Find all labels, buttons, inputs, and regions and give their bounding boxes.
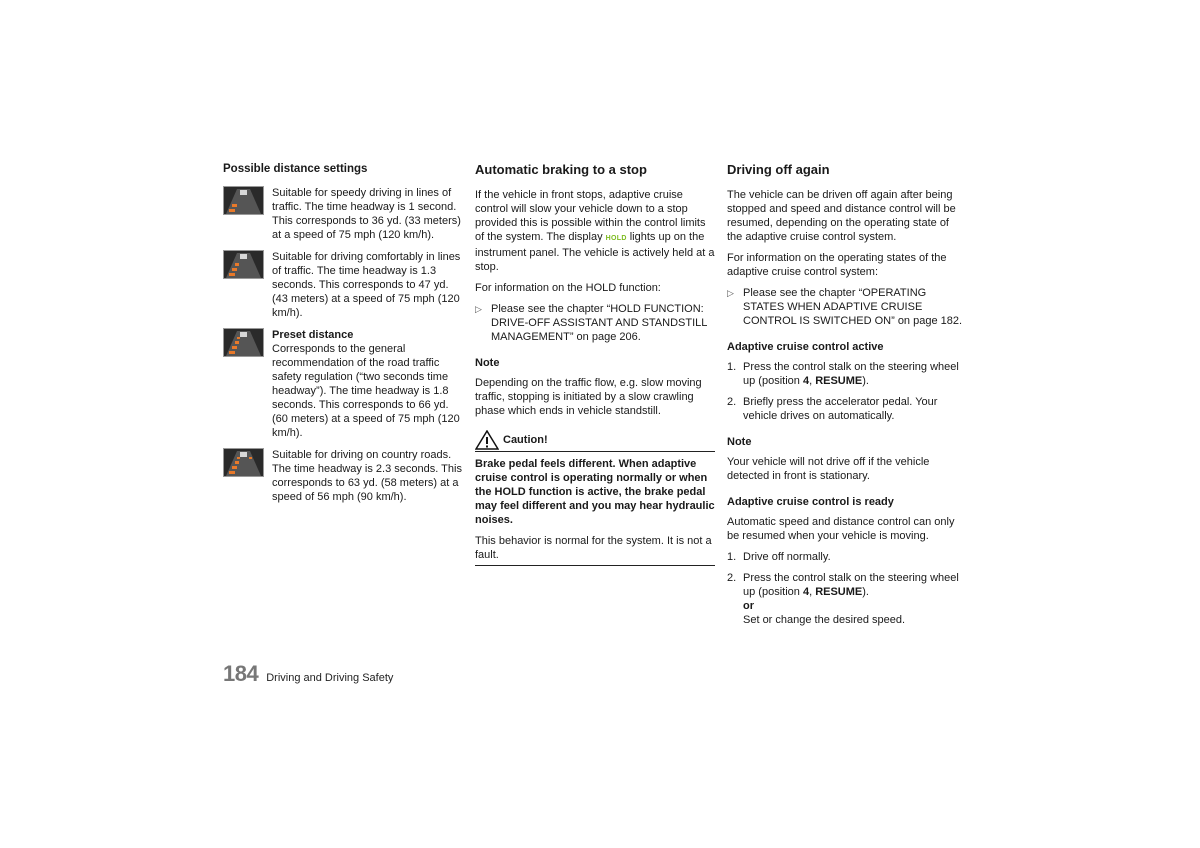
caution-heading: Caution! [475, 430, 715, 452]
triangle-bullet-icon: ▷ [475, 304, 482, 314]
hold-info-paragraph: For information on the HOLD function: [475, 282, 661, 294]
distance-setting-item [223, 328, 463, 440]
section-name: Driving and Driving Safety [266, 672, 394, 684]
caution-text: This behavior is normal for the system. It is not a fault. [475, 534, 715, 566]
caution-bold-text: Brake pedal feels different. When adaptive cruise control is operating normally or when the HOLD function is active, the brake pedal may feel different and you may hear hydraulic noises. [475, 458, 715, 526]
note-text: Your vehicle will not drive off if the vehicle detected in front is stationary. [727, 456, 930, 482]
page-footer [223, 661, 393, 687]
distance-setting-item [223, 448, 463, 504]
note-heading: Note [475, 357, 500, 369]
distance-speedy-icon [223, 186, 264, 215]
operating-states-chapter-reference: ▷ Please see the chapter “OPERATING STATES WHEN ADAPTIVE CRUISE CONTROL IS SWITCHED ON” on page 182. [727, 287, 963, 327]
note-heading: Note [727, 436, 752, 448]
distance-setting-item [223, 250, 463, 320]
distance-comfortable-icon [223, 250, 264, 279]
or-label: or [743, 600, 754, 612]
distance-settings-heading: Possible distance settings [223, 163, 368, 175]
automatic-braking-column [475, 160, 715, 573]
distance-preset-icon [223, 328, 264, 357]
distance-setting-text: Corresponds to the general recommendation of the road traffic safety regulation (“two seconds time headway”). The time headway is 1.8 seconds. This corresponds to 66 yd. (60 meters) at a speed of 75 mph (120 km/h). [272, 343, 460, 439]
hold-chapter-reference: ▷ Please see the chapter “HOLD FUNCTION: DRIVE-OFF ASSISTANT AND STANDSTILL MANAGEMENT” on page 206. [475, 303, 707, 343]
distance-setting-text: Suitable for driving comfortably in lines of traffic. The time headway is 1.3 seconds. This corresponds to 47 yd. (43 meters) at a speed of 75 mph (120 km/h). [272, 251, 461, 319]
page-number: 184 [223, 661, 259, 686]
distance-country-icon [223, 448, 264, 477]
distance-setting-text: Suitable for speedy driving in lines of traffic. The time headway is 1 second. This corresponds to 36 yd. (33 meters) at a speed of 75 mph (120 km/h). [272, 187, 461, 241]
driving-off-paragraph: The vehicle can be driven off again after being stopped and speed and distance control will be resumed, depending on the operating state of the adaptive cruise control system. [727, 189, 956, 243]
driving-off-heading: Driving off again [727, 162, 830, 177]
driving-off-column [727, 160, 967, 634]
distance-setting-item [223, 186, 463, 242]
acc-active-step: 2. Briefly press the accelerator pedal. Your vehicle drives on automatically. [727, 396, 938, 422]
automatic-braking-heading: Automatic braking to a stop [475, 162, 647, 177]
distance-setting-title: Preset distance [272, 329, 354, 341]
acc-active-step: 1. Press the control stalk on the steering wheel up (position 4, RESUME). [727, 361, 959, 387]
acc-active-heading: Adaptive cruise control active [727, 341, 884, 353]
warning-triangle-icon [475, 430, 499, 450]
hold-display-indicator: HOLD [605, 235, 627, 242]
acc-ready-heading: Adaptive cruise control is ready [727, 496, 894, 508]
acc-ready-text: Automatic speed and distance control can only be resumed when your vehicle is moving. [727, 516, 955, 542]
note-text: Depending on the traffic flow, e.g. slow moving traffic, stopping is initiated by a slow crawling phase which ends in vehicle standstill. [475, 377, 702, 417]
automatic-braking-paragraph: If the vehicle in front stops, adaptive cruise control will slow your vehicle down to a stop provided this is possible within the control limits of the system. The display HOLD lights up on the instrument panel. The vehicle is actively held at a stop. [475, 189, 715, 273]
distance-settings-column [223, 160, 463, 512]
acc-ready-step: 2. Press the control stalk on the steering wheel up (position 4, RESUME). or Set or change the desired speed. [727, 572, 959, 626]
triangle-bullet-icon: ▷ [727, 288, 734, 298]
acc-ready-step: 1. Drive off normally. [727, 551, 831, 563]
operating-states-paragraph: For information on the operating states of the adaptive cruise control system: [727, 252, 947, 278]
distance-setting-text: Suitable for driving on country roads. The time headway is 2.3 seconds. This corresponds to 63 yd. (58 meters) at a speed of 56 mph (90 km/h). [272, 449, 462, 503]
